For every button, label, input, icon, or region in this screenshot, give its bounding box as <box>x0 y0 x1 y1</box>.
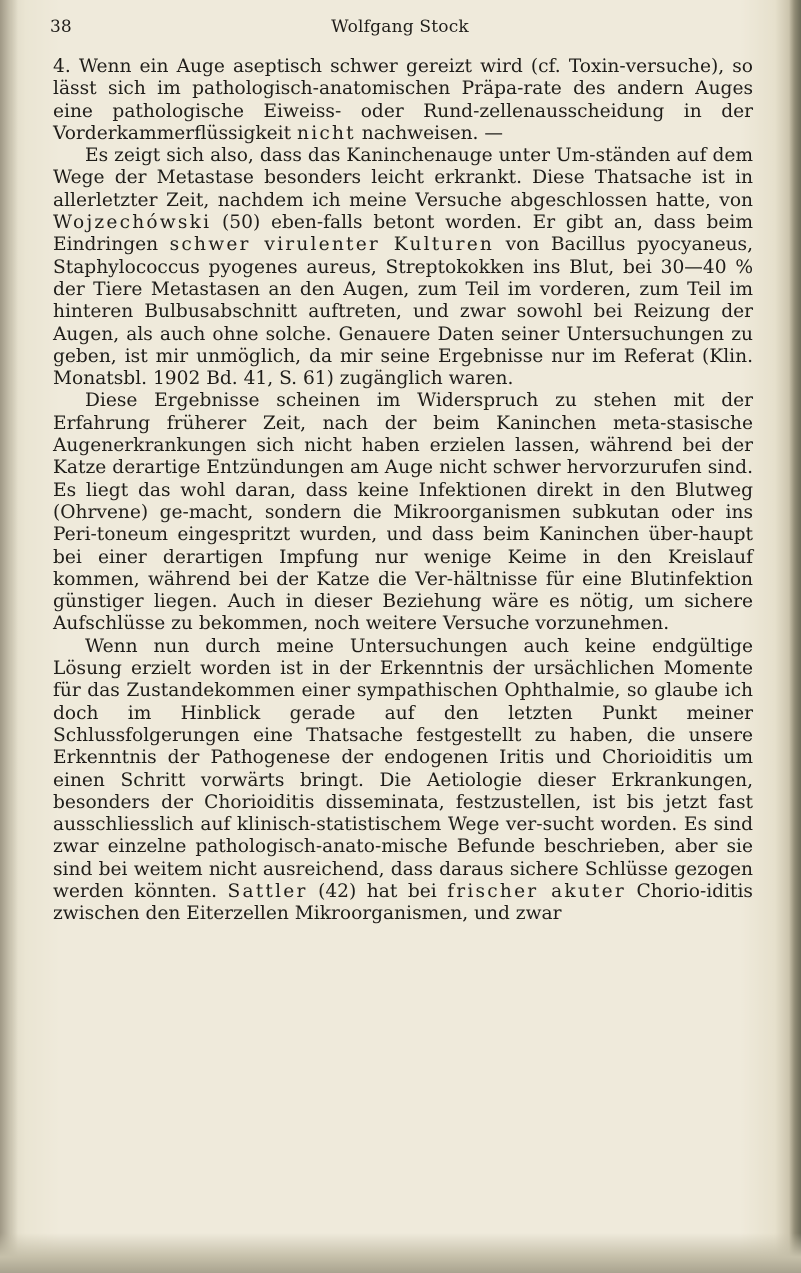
text-run: (50) eben-falls betont worden. Er gibt an, dass beim Eindringen <box>53 212 753 256</box>
paragraph-4 <box>53 636 753 926</box>
page-header <box>50 14 750 40</box>
text-run: Chorio-iditis zwischen den Eiterzellen Mikroorganismen, und zwar <box>53 880 753 925</box>
paragraph-1 <box>53 56 753 145</box>
body-text <box>53 56 753 926</box>
text-run: von Bacillus pyocyaneus, Staphylococcus pyogenes aureus, Streptokokken ins Blut, bei 30—40 % der Tiere Metastasen an den Augen, zum Teil im vorderen, zum Teil im hinteren Bulbusabschnitt auftreten, und zwar sowohl bei Reizung der Augen, als auch ohne solche. Genauere Daten seiner Untersuchungen zu geben, ist mir unmöglich, da mir seine Ergebnisse nur im Referat (Klin. Monatsbl. 1902 Bd. 41, S. 61) zugänglich waren. <box>53 234 753 390</box>
text-run: 4. Wenn ein Auge aseptisch schwer gereizt wird (cf. Toxin-versuche), so lässt sich im pathologisch-anatomischen Präpa-rate des andern Auges eine pathologische Eiweiss- oder Rund-zellenausscheidung in der Vorderkammerflüssigkeit <box>53 56 753 144</box>
page-gutter-shadow <box>0 0 18 1273</box>
page-right-edge <box>789 0 801 1273</box>
page-bottom-shadow <box>0 1233 801 1273</box>
running-head: Wolfgang Stock <box>331 17 469 37</box>
text-run: Wenn nun durch meine Untersuchungen auch keine endgültige Lösung erzielt worden ist in der Erkenntnis der ursächlichen Momente für das Zustandekommen einer sympathischen Ophthalmie, so glaube ich doch im Hinblick gerade auf den letzten Punkt meiner Schlussfolgerungen eine Thatsache festgestellt zu haben, die unsere Erkenntnis der Pathogenese der endogenen Iritis und Chorioiditis um einen Schritt vorwärts bringt. Die Aetiologie dieser Erkrankungen, besonders der Chorioiditis disseminata, festzustellen, ist bis jetzt fast ausschliesslich auf klinisch-statistischem Wege ver-sucht worden. Es sind zwar einzelne pathologisch-anato-mische Befunde beschrieben, aber sie sind bei weitem nicht ausreichend, dass daraus sichere Schlüsse gezogen werden könnten. <box>53 635 753 902</box>
paragraph-3 <box>53 390 753 635</box>
text-run: Diese Ergebnisse scheinen im Widerspruch zu stehen mit der Erfahrung früherer Zeit, nach der beim Kaninchen meta-stasische Augenerkrankungen sich nicht haben erzielen lassen, während bei der Katze derartige Entzündungen am Auge nicht schwer hervorzurufen sind. Es liegt das wohl daran, dass keine Infektionen direkt in den Blutweg (Ohrvene) ge-macht, sondern die Mikroorganismen subkutan oder ins Peri-toneum eingespritzt wurden, und dass beim Kaninchen über-haupt bei einer derartigen Impfung nur wenige Keime in den Kreislauf kommen, während bei der Katze die Ver-hältnisse für eine Blutinfektion günstiger liegen. Auch in dieser Beziehung wäre es nötig, um sichere Aufschlüsse zu bekommen, noch weitere Versuche vorzunehmen. <box>53 390 753 635</box>
spaced-emphasis: schwer virulenter Kulturen <box>169 234 495 256</box>
spaced-emphasis: Wojzechówski <box>53 212 212 234</box>
text-run: nachweisen. — <box>355 122 503 144</box>
paragraph-2 <box>53 145 753 390</box>
spaced-emphasis: frischer akuter <box>447 880 626 902</box>
spaced-emphasis: nicht <box>297 122 356 144</box>
spaced-emphasis: Sattler <box>227 880 308 902</box>
page-number: 38 <box>50 17 72 37</box>
text-run: Es zeigt sich also, dass das Kaninchenauge unter Um-ständen auf dem Wege der Metastase besonders leicht erkrankt. Diese Thatsache ist in allerletzter Zeit, nachdem ich meine Versuche abgeschlossen hatte, von <box>53 145 753 211</box>
text-run: (42) hat bei <box>307 880 448 902</box>
